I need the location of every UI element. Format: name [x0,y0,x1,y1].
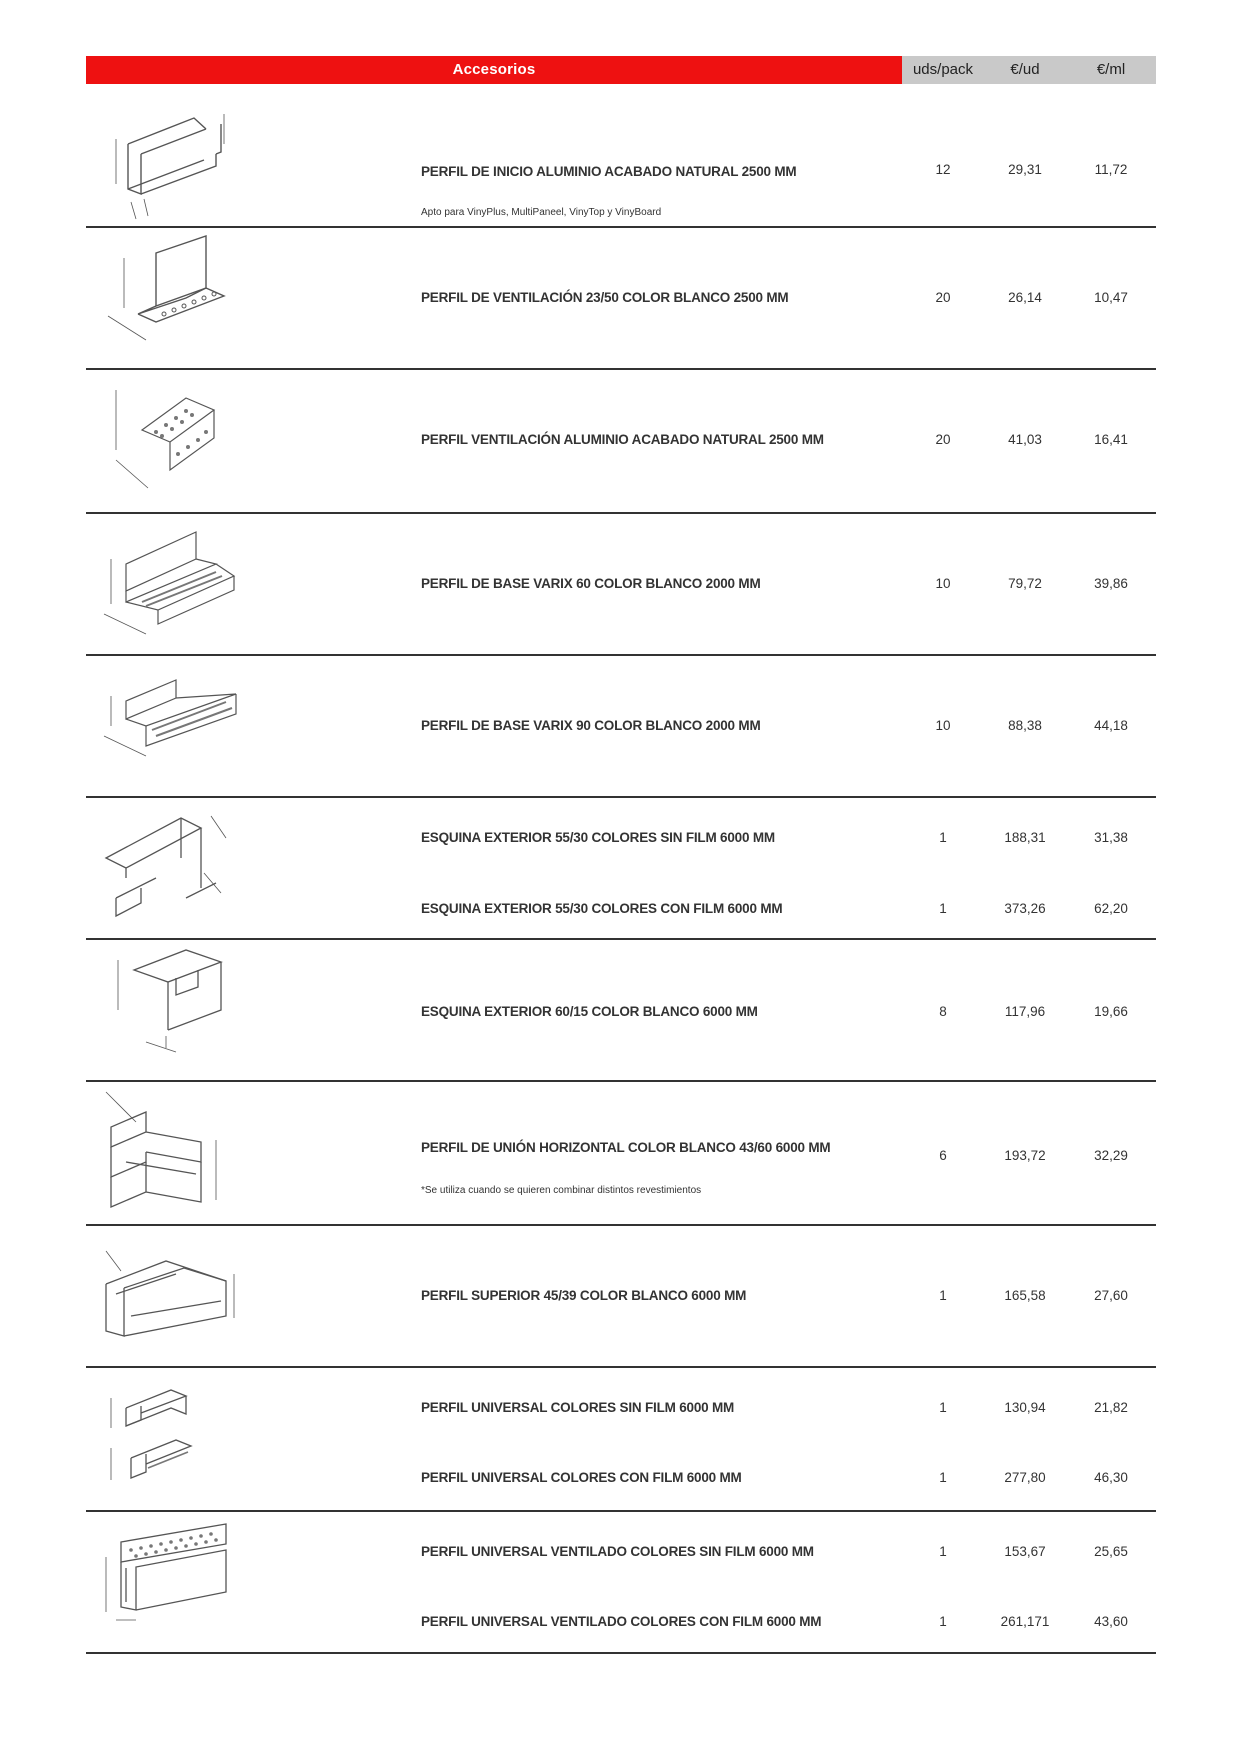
table-row [86,798,1156,940]
item-note: Apto para VinyPlus, MultiPaneel, VinyTop y VinyBoard [421,207,662,218]
units-per-pack: 20 [935,290,951,305]
price-per-meter: 31,38 [1094,830,1128,845]
units-per-pack: 1 [939,901,947,916]
units-per-pack: 1 [939,1614,947,1629]
price-per-meter: 10,47 [1094,290,1128,305]
item-name: PERFIL DE BASE VARIX 90 COLOR BLANCO 2000 MM [421,718,761,733]
units-per-pack: 1 [939,1544,947,1559]
price-per-unit: 153,67 [1004,1544,1046,1559]
ventilation-profile-drawing-icon [86,228,266,368]
price-per-meter: 62,20 [1094,901,1128,916]
item-name: PERFIL DE UNIÓN HORIZONTAL COLOR BLANCO 43/60 6000 MM [421,1140,831,1155]
header-title: Accesorios [86,56,902,84]
table-row [86,940,1156,1082]
item-name: PERFIL DE BASE VARIX 60 COLOR BLANCO 2000 MM [421,576,761,591]
price-per-unit: 165,58 [1004,1288,1046,1303]
table-row [86,1368,1156,1512]
top-profile-drawing-icon [86,1226,266,1366]
price-per-unit: 261,171 [1000,1614,1050,1629]
price-per-meter: 16,41 [1094,432,1128,447]
table-row [86,1082,1156,1226]
price-per-unit: 277,80 [1004,1470,1046,1485]
price-per-unit: 373,26 [1004,901,1046,916]
ventilated-universal-profile-drawing-icon [86,1512,266,1652]
item-name: ESQUINA EXTERIOR 60/15 COLOR BLANCO 6000 MM [421,1004,758,1019]
price-per-meter: 32,29 [1094,1148,1128,1163]
base-profile-varix-90-drawing-icon [86,656,266,796]
price-per-meter: 27,60 [1094,1288,1128,1303]
price-per-meter: 11,72 [1094,162,1128,177]
price-per-unit: 117,96 [1004,1004,1046,1019]
table-row [86,514,1156,656]
units-per-pack: 10 [935,576,951,591]
price-per-meter: 43,60 [1094,1614,1128,1629]
aluminium-ventilation-profile-drawing-icon [86,370,266,512]
price-per-meter: 25,65 [1094,1544,1128,1559]
price-per-unit: 188,31 [1004,830,1046,845]
item-name: ESQUINA EXTERIOR 55/30 COLORES CON FILM 6000 MM [421,901,783,916]
table-row [86,1512,1156,1654]
units-per-pack: 8 [939,1004,947,1019]
item-name: PERFIL DE VENTILACIÓN 23/50 COLOR BLANCO 2500 MM [421,290,789,305]
exterior-corner-55-30-drawing-icon [86,798,266,938]
price-sheet [86,56,1156,1629]
price-per-unit: 130,94 [1004,1400,1046,1415]
units-per-pack: 1 [939,1400,947,1415]
units-per-pack: 1 [939,830,947,845]
universal-profile-drawing-icon [86,1368,266,1510]
table-row [86,370,1156,514]
table-row [86,228,1156,370]
table-row [86,656,1156,798]
units-per-pack: 10 [935,718,951,733]
base-profile-varix-60-drawing-icon [86,514,266,654]
price-per-unit: 88,38 [1008,718,1042,733]
table-row [86,1226,1156,1368]
price-per-unit: 79,72 [1008,576,1042,591]
item-name: PERFIL UNIVERSAL COLORES SIN FILM 6000 MM [421,1400,735,1415]
units-per-pack: 12 [935,162,951,177]
price-per-meter: 19,66 [1094,1004,1128,1019]
item-note: *Se utiliza cuando se quieren combinar distintos revestimientos [421,1185,702,1196]
price-per-meter: 44,18 [1094,718,1128,733]
item-name: PERFIL SUPERIOR 45/39 COLOR BLANCO 6000 MM [421,1288,747,1303]
item-name: PERFIL UNIVERSAL VENTILADO COLORES CON FILM 6000 MM [421,1614,822,1629]
price-per-meter: 39,86 [1094,576,1128,591]
start-profile-drawing-icon [86,84,266,226]
item-name: PERFIL VENTILACIÓN ALUMINIO ACABADO NATURAL 2500 MM [421,432,824,447]
horizontal-joint-profile-drawing-icon [86,1082,266,1224]
header-units-per-pack: uds/pack [902,56,984,84]
price-per-unit: 193,72 [1004,1148,1046,1163]
units-per-pack: 20 [935,432,951,447]
item-name: PERFIL UNIVERSAL VENTILADO COLORES SIN FILM 6000 MM [421,1544,814,1559]
price-per-unit: 26,14 [1008,290,1042,305]
header-price-per-meter: €/ml [1066,56,1156,84]
price-per-unit: 29,31 [1008,162,1042,177]
table-row [86,84,1156,228]
units-per-pack: 6 [939,1148,947,1163]
table-header [86,56,1156,84]
item-name: ESQUINA EXTERIOR 55/30 COLORES SIN FILM 6000 MM [421,830,775,845]
price-per-unit: 41,03 [1008,432,1042,447]
units-per-pack: 1 [939,1470,947,1485]
exterior-corner-60-15-drawing-icon [86,940,266,1080]
item-name: PERFIL UNIVERSAL COLORES CON FILM 6000 MM [421,1470,742,1485]
units-per-pack: 1 [939,1288,947,1303]
price-per-meter: 21,82 [1094,1400,1128,1415]
item-name: PERFIL DE INICIO ALUMINIO ACABADO NATURAL 2500 MM [421,164,797,179]
price-per-meter: 46,30 [1094,1470,1128,1485]
header-price-per-unit: €/ud [984,56,1066,84]
